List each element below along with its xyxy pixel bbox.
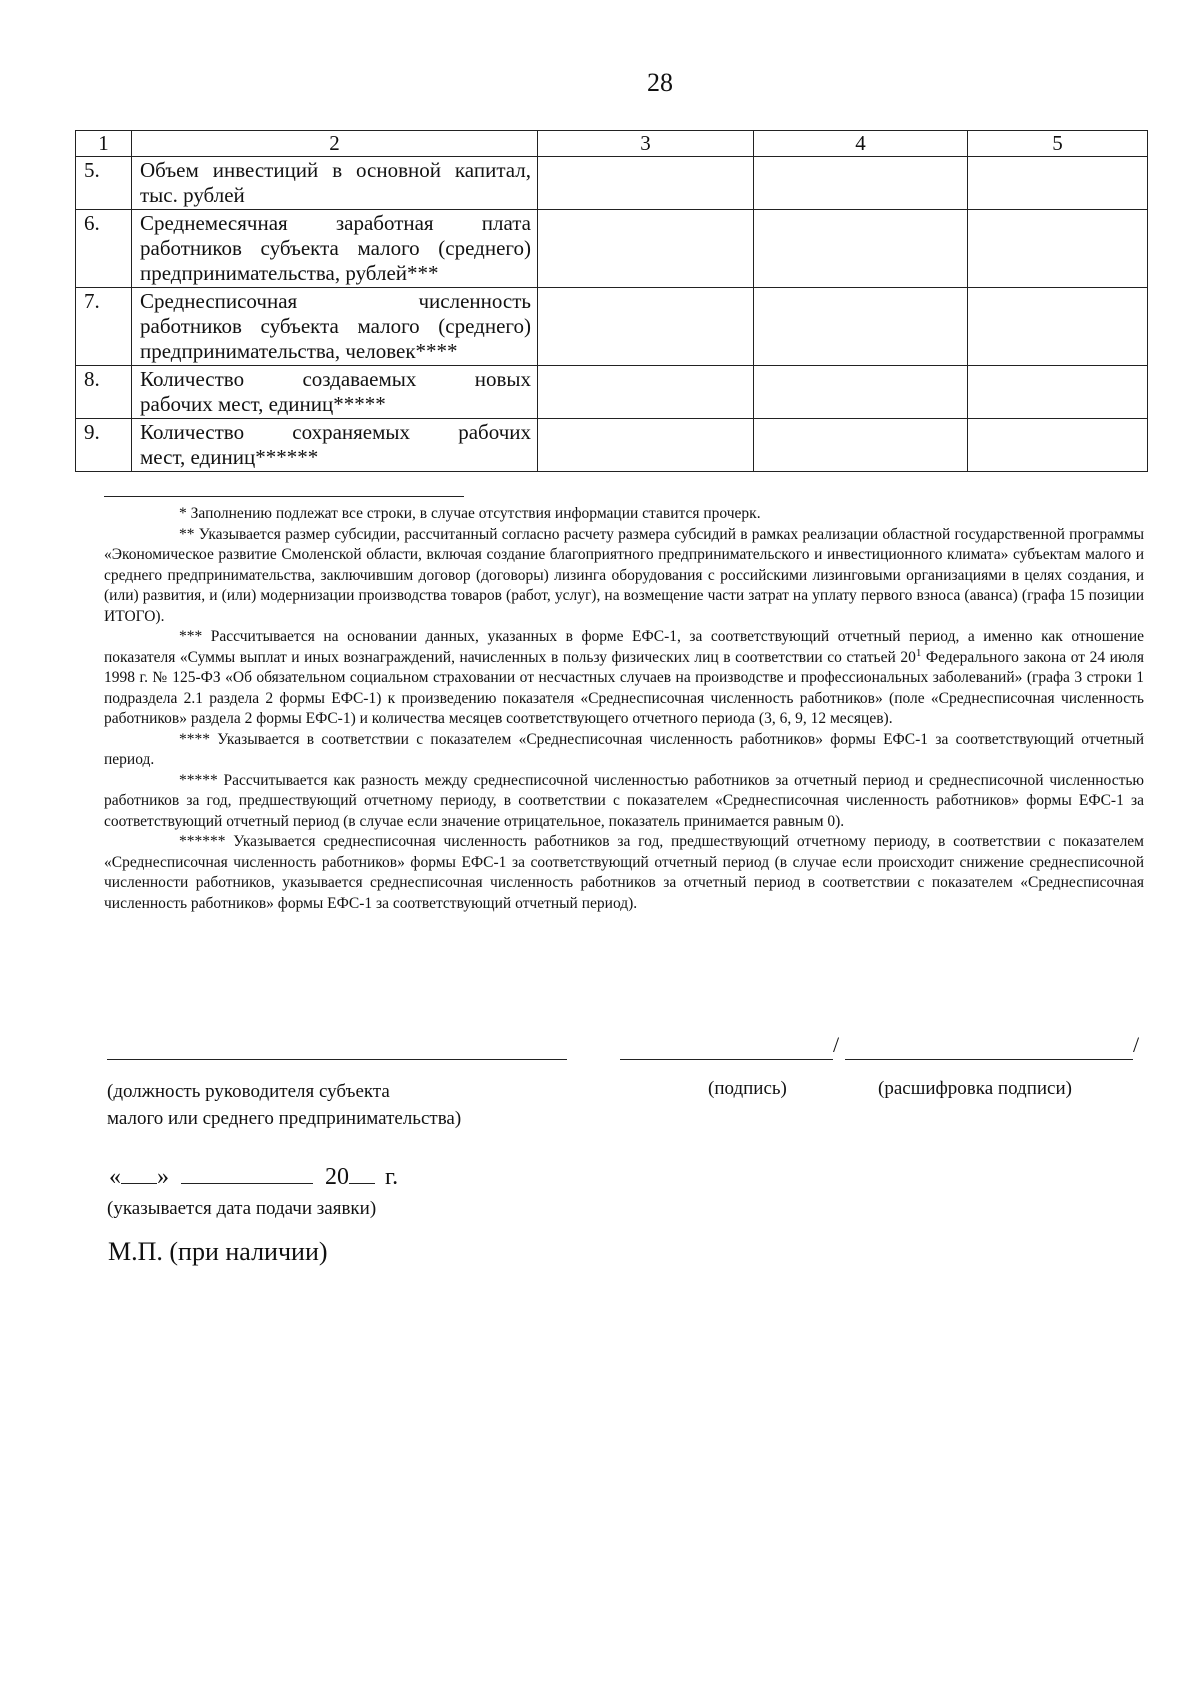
signature-label: (подпись) (708, 1078, 787, 1099)
row-description-line: работников субъекта малого (среднего) (140, 236, 531, 260)
value-cell (538, 157, 754, 210)
row-number: 8. (76, 366, 132, 419)
table-row (76, 288, 1148, 366)
row-description-line: предпринимательства, человек**** (140, 339, 458, 363)
row-description-line: работников субъекта малого (среднего) (140, 314, 531, 338)
header-cell: 2 (132, 131, 538, 157)
page-number: 28 (647, 68, 673, 97)
header-cell: 3 (538, 131, 754, 157)
row-description (132, 288, 538, 366)
decoding-slash: / (1133, 1032, 1140, 1057)
row-description (132, 366, 538, 419)
footnote-part: *** Рассчитывается на основании данных, указанных в форме ЕФС-1, за соответствующий отчетный период, а именно как отношение показателя «Суммы выплат и иных вознаграждений, начисленных в пользу физических лиц в соответствии со статьей 20 (104, 628, 1144, 666)
value-cell (754, 210, 968, 288)
position-label-line: (должность руководителя субъекта (107, 1081, 390, 1102)
row-description-line: рабочих мест, единиц***** (140, 392, 386, 416)
table-row (76, 419, 1148, 472)
footnote: ***** Рассчитывается как разность между среднесписочной численностью работников за отчетный период и среднесписочной численностью работников за год, предшествующий отчетному периоду, в соответствии с показателем «Среднесписочная численность работников» формы ЕФС-1 за соответствующий отчетный период (в случае если значение отрицательное, показатель принимается равным 0). (104, 771, 1144, 830)
day-blank (121, 1163, 157, 1184)
date-note: (указывается дата подачи заявки) (107, 1198, 377, 1219)
value-cell (968, 419, 1148, 472)
footnote: **** Указывается в соответствии с показателем «Среднесписочная численность работников» формы ЕФС-1 за соответствующий отчетный период. (104, 730, 1144, 768)
value-cell (754, 366, 968, 419)
row-description-line: Количество создаваемых новых (140, 367, 531, 391)
value-cell (968, 157, 1148, 210)
row-description-line: мест, единиц****** (140, 445, 319, 469)
value-cell (968, 210, 1148, 288)
table-header-row (76, 131, 1148, 157)
position-label (107, 1078, 461, 1132)
value-cell (968, 288, 1148, 366)
seal-label: М.П. (при наличии) (108, 1237, 328, 1266)
footnote: ** Указывается размер субсидии, рассчитанный согласно расчету размера субсидий в рамках реализации областной государственной программы «Экономическое развитие Смоленской области, включая создание благоприятного предпринимательского и инвестиционного климата» субъектам малого и среднего предпринимательства, заключившим договор (договоры) лизинга оборудования с российскими лизинговыми организациями в целях создания, и (или) развития, и (или) модернизации производства товаров (работ, услуг), на возмещение части затрат на уплату первого взноса (аванса) (графа 15 позиции ИТОГО). (104, 525, 1144, 625)
row-description (132, 157, 538, 210)
row-description-line: предпринимательства, рублей*** (140, 261, 439, 285)
value-cell (754, 157, 968, 210)
row-description-line: Объем инвестиций в основной капитал, (140, 158, 531, 182)
signature-slash: / (833, 1032, 840, 1057)
header-cell: 1 (76, 131, 132, 157)
table-row (76, 210, 1148, 288)
signature-line (620, 1059, 833, 1060)
decoding-line (845, 1059, 1133, 1060)
year-prefix: 20 (325, 1164, 349, 1190)
footnote: ****** Указывается среднесписочная численность работников за год, предшествующий отчетному периоду, в соответствии с показателем «Среднесписочная численность работников» формы ЕФС-1 за соответствующий отчетный период (в случае если происходит снижение среднесписочной численности работников, указывается среднесписочная численность работников за отчетный период в соответствии с показателем «Среднесписочная численность работников» формы ЕФС-1 за соответствующий отчетный период). (104, 833, 1144, 912)
row-number: 9. (76, 419, 132, 472)
footnote (104, 627, 1144, 730)
value-cell (538, 419, 754, 472)
header-cell: 5 (968, 131, 1148, 157)
header-cell: 4 (754, 131, 968, 157)
table-row (76, 366, 1148, 419)
date-quote-open: « (109, 1164, 121, 1190)
position-label-line: малого или среднего предпринимательства) (107, 1108, 462, 1129)
row-description (132, 419, 538, 472)
decoding-label: (расшифровка подписи) (878, 1078, 1072, 1099)
row-number: 7. (76, 288, 132, 366)
value-cell (538, 366, 754, 419)
year-blank (349, 1163, 375, 1184)
row-description-line: Среднесписочная численность (140, 289, 531, 313)
footnote: * Заполнению подлежат все строки, в случае отсутствия информации ставится прочерк. (179, 505, 761, 522)
row-description-line: Количество сохраняемых рабочих (140, 420, 531, 444)
footnote-part: Федерального закона от 24 июля 1998 г. № 125-ФЗ «Об обязательном социальном страховании от несчастных случаев на производстве и профессиональных заболеваний» (графа 3 строки 1 подраздела 2.1 раздела 2 формы ЕФС-1) к произведению показателя «Среднесписочная численность работников» (поле «Среднесписочная численность работников» раздела 2 формы ЕФС-1) и количества месяцев соответствующего отчетного периода (3, 6, 9, 12 месяцев). (104, 648, 1144, 727)
row-description (132, 210, 538, 288)
month-blank (181, 1163, 313, 1184)
footnote-superscript: 1 (915, 646, 922, 659)
value-cell (968, 366, 1148, 419)
row-description-line: тыс. рублей (140, 183, 245, 207)
value-cell (754, 288, 968, 366)
row-number: 5. (76, 157, 132, 210)
value-cell (538, 210, 754, 288)
row-number: 6. (76, 210, 132, 288)
value-cell (754, 419, 968, 472)
value-cell (538, 288, 754, 366)
footnotes (104, 496, 1144, 914)
indicators-table (75, 130, 1148, 472)
position-line (107, 1059, 567, 1060)
year-suffix: г. (385, 1164, 399, 1190)
row-description-line: Среднемесячная заработная плата (140, 211, 531, 235)
date-quote-close: » (157, 1164, 169, 1190)
table-row (76, 157, 1148, 210)
date-field (109, 1163, 398, 1191)
